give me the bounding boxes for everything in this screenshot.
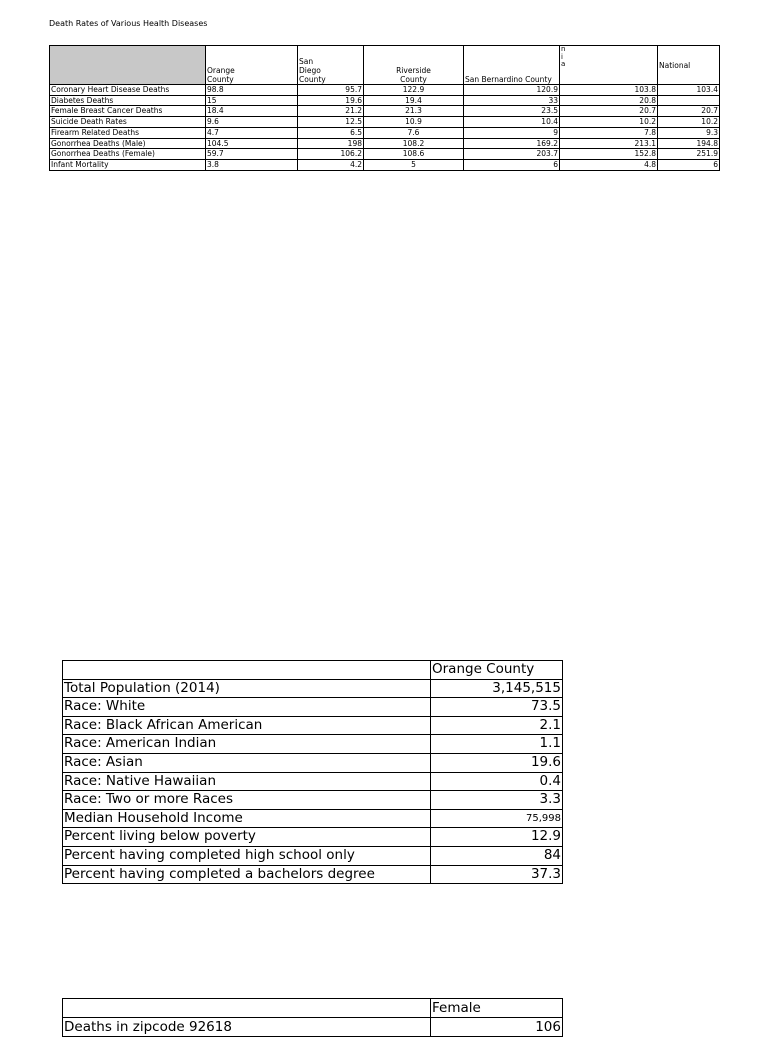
death-rate-value: 251.9 bbox=[658, 149, 720, 160]
demographics-row bbox=[63, 846, 563, 865]
demographic-value: 1.1 bbox=[431, 735, 563, 754]
death-rates-row bbox=[50, 117, 720, 128]
death-rate-value: 169.2 bbox=[464, 138, 560, 149]
demographic-value: 2.1 bbox=[431, 716, 563, 735]
death-rate-value: 4.7 bbox=[206, 127, 298, 138]
demographics-row bbox=[63, 679, 563, 698]
death-rates-table bbox=[49, 45, 720, 171]
demographics-row bbox=[63, 772, 563, 791]
demographic-value: 0.4 bbox=[431, 772, 563, 791]
death-rate-value: 5 bbox=[364, 159, 464, 170]
death-rate-value: 95.7 bbox=[298, 85, 364, 96]
demographics-row bbox=[63, 753, 563, 772]
death-rate-label: Coronary Heart Disease Deaths bbox=[50, 85, 206, 96]
death-rate-label: Suicide Death Rates bbox=[50, 117, 206, 128]
demographics-table bbox=[62, 660, 563, 884]
demographic-label: Percent living below poverty bbox=[63, 828, 431, 847]
death-rate-value: 9.3 bbox=[658, 127, 720, 138]
death-rate-value: 20.7 bbox=[560, 106, 658, 117]
death-rate-value: 108.6 bbox=[364, 149, 464, 160]
gender-header-blank bbox=[63, 999, 431, 1018]
demographic-label: Total Population (2014) bbox=[63, 679, 431, 698]
death-rate-value: 122.9 bbox=[364, 85, 464, 96]
demographic-label: Race: Asian bbox=[63, 753, 431, 772]
demographic-label: Race: White bbox=[63, 698, 431, 717]
death-rate-value: 104.5 bbox=[206, 138, 298, 149]
death-rate-value: 9 bbox=[464, 127, 560, 138]
death-rate-value: 4.2 bbox=[298, 159, 364, 170]
death-rate-label: Female Breast Cancer Deaths bbox=[50, 106, 206, 117]
demographic-value: 3.3 bbox=[431, 791, 563, 810]
death-rate-value: 10.2 bbox=[560, 117, 658, 128]
death-rate-value: 6.5 bbox=[298, 127, 364, 138]
gender-header-row bbox=[63, 999, 563, 1018]
demographics-header-orange-county: Orange County bbox=[431, 661, 563, 680]
death-rate-value: 10.4 bbox=[464, 117, 560, 128]
demographics-row bbox=[63, 716, 563, 735]
death-rate-value: 106.2 bbox=[298, 149, 364, 160]
death-rate-value: 20.8 bbox=[560, 95, 658, 106]
death-rates-header-row bbox=[50, 46, 720, 85]
death-rate-value: 120.9 bbox=[464, 85, 560, 96]
gender-partial-row bbox=[63, 1018, 563, 1037]
death-rate-value: 9.6 bbox=[206, 117, 298, 128]
death-rate-label: Gonorrhea Deaths (Male) bbox=[50, 138, 206, 149]
death-rates-row bbox=[50, 85, 720, 96]
gender-header-female: Female bbox=[431, 999, 563, 1018]
death-rate-value: 198 bbox=[298, 138, 364, 149]
death-rate-value: 3.8 bbox=[206, 159, 298, 170]
death-rates-row bbox=[50, 127, 720, 138]
death-rate-value: 20.7 bbox=[658, 106, 720, 117]
demographic-label: Race: Native Hawaiian bbox=[63, 772, 431, 791]
demographics-header-row bbox=[63, 661, 563, 680]
death-rate-value: 6 bbox=[658, 159, 720, 170]
death-rate-value: 213.1 bbox=[560, 138, 658, 149]
death-rate-value: 19.6 bbox=[298, 95, 364, 106]
death-rate-label: Firearm Related Deaths bbox=[50, 127, 206, 138]
death-rate-value: 33 bbox=[464, 95, 560, 106]
demographic-value: 19.6 bbox=[431, 753, 563, 772]
demographic-value: 37.3 bbox=[431, 865, 563, 884]
demographic-label: Median Household Income bbox=[63, 809, 431, 828]
death-rate-value: 23.5 bbox=[464, 106, 560, 117]
demographic-value: 12.9 bbox=[431, 828, 563, 847]
header-riverside-county: Riverside County bbox=[364, 46, 464, 85]
header-national: National bbox=[658, 46, 720, 85]
death-rate-label: Infant Mortality bbox=[50, 159, 206, 170]
death-rates-row bbox=[50, 106, 720, 117]
demographic-value: 75,998 bbox=[431, 809, 563, 828]
gender-row-value: 106 bbox=[431, 1018, 563, 1037]
gender-table bbox=[62, 998, 563, 1037]
death-rate-value: 7.8 bbox=[560, 127, 658, 138]
death-rate-value: 21.2 bbox=[298, 106, 364, 117]
header-california-text: nia bbox=[561, 45, 566, 69]
header-san-diego-county: San Diego County bbox=[298, 46, 364, 85]
death-rate-value: 4.8 bbox=[560, 159, 658, 170]
demographics-row bbox=[63, 698, 563, 717]
death-rate-value: 6 bbox=[464, 159, 560, 170]
death-rate-value: 18.4 bbox=[206, 106, 298, 117]
death-rate-value: 10.9 bbox=[364, 117, 464, 128]
death-rate-value: 19.4 bbox=[364, 95, 464, 106]
demographics-header-blank bbox=[63, 661, 431, 680]
header-orange-county: Orange County bbox=[206, 46, 298, 85]
page-title: Death Rates of Various Health Diseases bbox=[49, 19, 208, 28]
demographics-row bbox=[63, 828, 563, 847]
death-rate-value: 98.8 bbox=[206, 85, 298, 96]
death-rate-value: 194.8 bbox=[658, 138, 720, 149]
death-rate-value: 15 bbox=[206, 95, 298, 106]
demographics-row bbox=[63, 791, 563, 810]
demographic-value: 3,145,515 bbox=[431, 679, 563, 698]
death-rate-value: 103.8 bbox=[560, 85, 658, 96]
demographic-label: Race: Black African American bbox=[63, 716, 431, 735]
death-rate-value: 59.7 bbox=[206, 149, 298, 160]
death-rate-value: 21.3 bbox=[364, 106, 464, 117]
death-rate-value: 12.5 bbox=[298, 117, 364, 128]
death-rate-label: Gonorrhea Deaths (Female) bbox=[50, 149, 206, 160]
header-san-bernardino-county: San Bernardino County bbox=[464, 46, 560, 85]
death-rate-value: 10.2 bbox=[658, 117, 720, 128]
demographic-value: 84 bbox=[431, 846, 563, 865]
death-rates-row bbox=[50, 149, 720, 160]
demographic-label: Race: Two or more Races bbox=[63, 791, 431, 810]
death-rates-row bbox=[50, 95, 720, 106]
demographic-label: Percent having completed a bachelors degree bbox=[63, 865, 431, 884]
death-rates-row bbox=[50, 138, 720, 149]
death-rates-row bbox=[50, 159, 720, 170]
demographics-row bbox=[63, 809, 563, 828]
death-rate-label: Diabetes Deaths bbox=[50, 95, 206, 106]
death-rate-value bbox=[658, 95, 720, 106]
death-rate-value: 103.4 bbox=[658, 85, 720, 96]
header-california bbox=[560, 46, 658, 85]
demographic-label: Race: American Indian bbox=[63, 735, 431, 754]
demographic-label: Percent having completed high school only bbox=[63, 846, 431, 865]
header-blank-cell bbox=[50, 46, 206, 85]
demographics-row bbox=[63, 735, 563, 754]
death-rate-value: 108.2 bbox=[364, 138, 464, 149]
death-rate-value: 152.8 bbox=[560, 149, 658, 160]
demographics-row bbox=[63, 865, 563, 884]
gender-row-label: Deaths in zipcode 92618 bbox=[63, 1018, 431, 1037]
death-rate-value: 203.7 bbox=[464, 149, 560, 160]
death-rate-value: 7.6 bbox=[364, 127, 464, 138]
demographic-value: 73.5 bbox=[431, 698, 563, 717]
